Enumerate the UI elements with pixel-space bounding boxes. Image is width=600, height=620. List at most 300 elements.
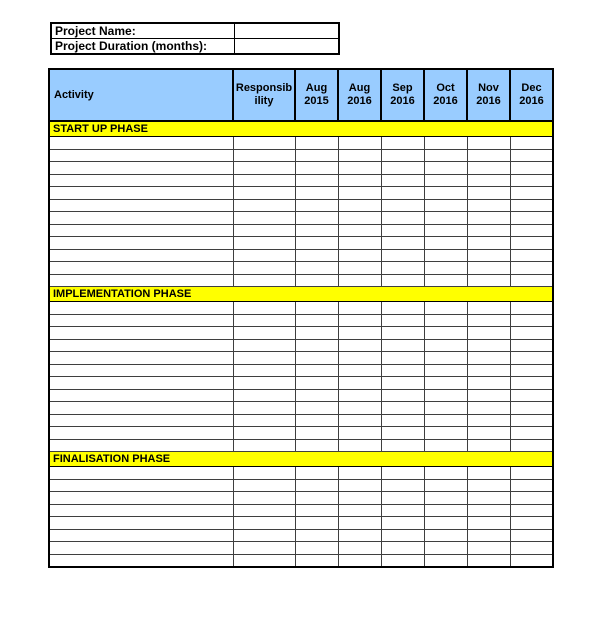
empty-activity-row: [49, 314, 553, 327]
empty-cell[interactable]: [233, 262, 295, 275]
empty-cell[interactable]: [424, 439, 467, 452]
empty-cell[interactable]: [295, 137, 338, 150]
empty-activity-row: [49, 467, 553, 480]
empty-cell[interactable]: [49, 212, 233, 225]
empty-cell[interactable]: [233, 249, 295, 262]
empty-cell[interactable]: [295, 224, 338, 237]
empty-cell[interactable]: [510, 542, 553, 555]
empty-cell[interactable]: [233, 402, 295, 415]
empty-activity-row: [49, 237, 553, 250]
empty-activity-row: [49, 364, 553, 377]
empty-cell[interactable]: [467, 212, 510, 225]
empty-cell[interactable]: [381, 554, 424, 567]
empty-cell[interactable]: [510, 439, 553, 452]
empty-activity-row: [49, 352, 553, 365]
empty-cell[interactable]: [295, 187, 338, 200]
empty-cell[interactable]: [381, 199, 424, 212]
empty-cell[interactable]: [49, 187, 233, 200]
empty-cell[interactable]: [467, 149, 510, 162]
plan-header-row: [49, 69, 553, 121]
empty-cell[interactable]: [49, 427, 233, 440]
empty-cell[interactable]: [510, 389, 553, 402]
empty-cell[interactable]: [381, 187, 424, 200]
empty-cell[interactable]: [381, 352, 424, 365]
empty-cell[interactable]: [338, 492, 381, 505]
empty-cell[interactable]: [467, 529, 510, 542]
empty-cell[interactable]: [510, 529, 553, 542]
empty-cell[interactable]: [49, 302, 233, 315]
empty-cell[interactable]: [424, 262, 467, 275]
empty-cell[interactable]: [295, 492, 338, 505]
empty-cell[interactable]: [295, 274, 338, 287]
empty-cell[interactable]: [49, 414, 233, 427]
empty-activity-row: [49, 439, 553, 452]
empty-cell[interactable]: [49, 199, 233, 212]
column-header-month-3: Sep 2016: [381, 69, 424, 121]
empty-cell[interactable]: [295, 439, 338, 452]
empty-cell[interactable]: [424, 339, 467, 352]
empty-cell[interactable]: [233, 224, 295, 237]
empty-cell[interactable]: [381, 542, 424, 555]
empty-cell[interactable]: [424, 249, 467, 262]
empty-activity-row: [49, 402, 553, 415]
empty-cell[interactable]: [233, 492, 295, 505]
empty-cell[interactable]: [381, 174, 424, 187]
empty-cell[interactable]: [295, 302, 338, 315]
column-header-responsibility: Responsibility: [233, 69, 295, 121]
empty-cell[interactable]: [49, 517, 233, 530]
empty-cell[interactable]: [233, 187, 295, 200]
empty-cell[interactable]: [338, 199, 381, 212]
empty-cell[interactable]: [295, 199, 338, 212]
empty-cell[interactable]: [49, 402, 233, 415]
empty-cell[interactable]: [467, 352, 510, 365]
empty-cell[interactable]: [424, 327, 467, 340]
empty-cell[interactable]: [424, 402, 467, 415]
empty-cell[interactable]: [510, 327, 553, 340]
empty-cell[interactable]: [338, 314, 381, 327]
empty-cell[interactable]: [381, 402, 424, 415]
empty-cell[interactable]: [338, 302, 381, 315]
empty-cell[interactable]: [49, 174, 233, 187]
empty-cell[interactable]: [49, 149, 233, 162]
empty-cell[interactable]: [338, 389, 381, 402]
empty-cell[interactable]: [467, 199, 510, 212]
project-name-label: Project Name:: [51, 23, 235, 39]
empty-cell[interactable]: [424, 427, 467, 440]
empty-cell[interactable]: [424, 162, 467, 175]
empty-cell[interactable]: [295, 402, 338, 415]
empty-cell[interactable]: [338, 414, 381, 427]
empty-cell[interactable]: [49, 137, 233, 150]
column-header-month-6: Dec 2016: [510, 69, 553, 121]
empty-cell[interactable]: [233, 149, 295, 162]
empty-cell[interactable]: [510, 352, 553, 365]
empty-cell[interactable]: [467, 467, 510, 480]
empty-cell[interactable]: [49, 224, 233, 237]
empty-cell[interactable]: [233, 199, 295, 212]
empty-cell[interactable]: [49, 542, 233, 555]
empty-cell[interactable]: [295, 364, 338, 377]
empty-cell[interactable]: [424, 492, 467, 505]
empty-cell[interactable]: [467, 427, 510, 440]
empty-activity-row: [49, 427, 553, 440]
empty-cell[interactable]: [381, 492, 424, 505]
empty-cell[interactable]: [381, 137, 424, 150]
empty-cell[interactable]: [510, 339, 553, 352]
empty-cell[interactable]: [49, 162, 233, 175]
empty-cell[interactable]: [49, 262, 233, 275]
empty-cell[interactable]: [467, 274, 510, 287]
empty-cell[interactable]: [467, 517, 510, 530]
empty-cell[interactable]: [338, 187, 381, 200]
empty-cell[interactable]: [381, 339, 424, 352]
empty-cell[interactable]: [295, 149, 338, 162]
empty-cell[interactable]: [467, 542, 510, 555]
empty-cell[interactable]: [510, 479, 553, 492]
empty-cell[interactable]: [467, 174, 510, 187]
project-duration-value-cell[interactable]: [235, 39, 340, 55]
empty-cell[interactable]: [381, 467, 424, 480]
empty-cell[interactable]: [338, 162, 381, 175]
empty-cell[interactable]: [510, 504, 553, 517]
empty-cell[interactable]: [338, 274, 381, 287]
empty-activity-row: [49, 377, 553, 390]
empty-cell[interactable]: [295, 504, 338, 517]
empty-cell[interactable]: [49, 529, 233, 542]
empty-cell[interactable]: [233, 414, 295, 427]
empty-cell[interactable]: [233, 137, 295, 150]
empty-activity-row: [49, 174, 553, 187]
empty-cell[interactable]: [233, 162, 295, 175]
empty-activity-row: [49, 542, 553, 555]
empty-cell[interactable]: [510, 414, 553, 427]
project-duration-label: Project Duration (months):: [51, 39, 235, 55]
empty-cell[interactable]: [381, 504, 424, 517]
empty-cell[interactable]: [233, 517, 295, 530]
empty-cell[interactable]: [49, 314, 233, 327]
empty-cell[interactable]: [295, 517, 338, 530]
empty-cell[interactable]: [233, 274, 295, 287]
empty-cell[interactable]: [424, 389, 467, 402]
empty-activity-row: [49, 492, 553, 505]
empty-cell[interactable]: [338, 479, 381, 492]
phase-label-finalisation-phase: FINALISATION PHASE: [49, 452, 553, 467]
empty-cell[interactable]: [510, 364, 553, 377]
empty-cell[interactable]: [338, 517, 381, 530]
empty-cell[interactable]: [49, 352, 233, 365]
empty-activity-row: [49, 479, 553, 492]
empty-cell[interactable]: [467, 162, 510, 175]
empty-cell[interactable]: [467, 479, 510, 492]
empty-cell[interactable]: [467, 492, 510, 505]
empty-cell[interactable]: [233, 467, 295, 480]
empty-cell[interactable]: [233, 377, 295, 390]
empty-activity-row: [49, 339, 553, 352]
empty-cell[interactable]: [233, 542, 295, 555]
empty-cell[interactable]: [49, 554, 233, 567]
empty-cell[interactable]: [49, 377, 233, 390]
empty-cell[interactable]: [381, 274, 424, 287]
empty-cell[interactable]: [49, 274, 233, 287]
empty-cell[interactable]: [424, 352, 467, 365]
empty-cell[interactable]: [338, 439, 381, 452]
empty-cell[interactable]: [424, 302, 467, 315]
empty-cell[interactable]: [233, 174, 295, 187]
empty-cell[interactable]: [424, 274, 467, 287]
empty-cell[interactable]: [510, 402, 553, 415]
empty-cell[interactable]: [381, 212, 424, 225]
empty-cell[interactable]: [338, 224, 381, 237]
empty-cell[interactable]: [381, 237, 424, 250]
empty-cell[interactable]: [338, 554, 381, 567]
empty-cell[interactable]: [233, 439, 295, 452]
empty-cell[interactable]: [338, 149, 381, 162]
empty-cell[interactable]: [233, 479, 295, 492]
empty-cell[interactable]: [424, 554, 467, 567]
empty-cell[interactable]: [381, 377, 424, 390]
empty-cell[interactable]: [510, 427, 553, 440]
empty-cell[interactable]: [381, 479, 424, 492]
empty-cell[interactable]: [381, 149, 424, 162]
empty-cell[interactable]: [381, 517, 424, 530]
empty-cell[interactable]: [510, 492, 553, 505]
empty-cell[interactable]: [467, 402, 510, 415]
empty-cell[interactable]: [467, 339, 510, 352]
empty-cell[interactable]: [424, 174, 467, 187]
empty-cell[interactable]: [381, 262, 424, 275]
project-name-row: [51, 23, 339, 39]
empty-cell[interactable]: [424, 504, 467, 517]
empty-cell[interactable]: [467, 302, 510, 315]
phase-label-start-up-phase: START UP PHASE: [49, 121, 553, 137]
empty-cell[interactable]: [424, 149, 467, 162]
empty-cell[interactable]: [467, 389, 510, 402]
empty-cell[interactable]: [338, 262, 381, 275]
empty-activity-row: [49, 162, 553, 175]
empty-cell[interactable]: [424, 529, 467, 542]
empty-cell[interactable]: [510, 224, 553, 237]
empty-cell[interactable]: [338, 137, 381, 150]
empty-cell[interactable]: [467, 554, 510, 567]
empty-cell[interactable]: [510, 554, 553, 567]
empty-cell[interactable]: [295, 479, 338, 492]
empty-cell[interactable]: [467, 314, 510, 327]
empty-cell[interactable]: [295, 174, 338, 187]
empty-cell[interactable]: [295, 427, 338, 440]
empty-cell[interactable]: [233, 237, 295, 250]
empty-cell[interactable]: [467, 414, 510, 427]
empty-cell[interactable]: [510, 149, 553, 162]
empty-activity-row: [49, 389, 553, 402]
empty-cell[interactable]: [338, 364, 381, 377]
empty-cell[interactable]: [338, 339, 381, 352]
empty-cell[interactable]: [295, 262, 338, 275]
empty-cell[interactable]: [49, 467, 233, 480]
empty-activity-row: [49, 249, 553, 262]
empty-cell[interactable]: [510, 377, 553, 390]
empty-cell[interactable]: [510, 314, 553, 327]
empty-cell[interactable]: [295, 339, 338, 352]
empty-cell[interactable]: [510, 467, 553, 480]
phase-label-implementation-phase: IMPLEMENTATION PHASE: [49, 287, 553, 302]
empty-cell[interactable]: [510, 249, 553, 262]
empty-activity-row: [49, 414, 553, 427]
empty-cell[interactable]: [49, 479, 233, 492]
project-name-value-cell[interactable]: [235, 23, 340, 39]
empty-cell[interactable]: [467, 439, 510, 452]
empty-cell[interactable]: [424, 479, 467, 492]
empty-cell[interactable]: [338, 467, 381, 480]
empty-cell[interactable]: [49, 389, 233, 402]
empty-cell[interactable]: [510, 262, 553, 275]
empty-cell[interactable]: [49, 364, 233, 377]
empty-cell[interactable]: [295, 162, 338, 175]
column-header-month-5: Nov 2016: [467, 69, 510, 121]
phase-row-implementation-phase: [49, 287, 553, 302]
empty-cell[interactable]: [338, 377, 381, 390]
empty-cell[interactable]: [424, 237, 467, 250]
empty-cell[interactable]: [233, 339, 295, 352]
empty-cell[interactable]: [233, 504, 295, 517]
empty-cell[interactable]: [381, 529, 424, 542]
empty-cell[interactable]: [510, 187, 553, 200]
empty-cell[interactable]: [338, 327, 381, 340]
empty-cell[interactable]: [295, 554, 338, 567]
empty-cell[interactable]: [381, 327, 424, 340]
empty-cell[interactable]: [381, 427, 424, 440]
empty-cell[interactable]: [233, 302, 295, 315]
empty-cell[interactable]: [424, 224, 467, 237]
empty-activity-row: [49, 327, 553, 340]
empty-cell[interactable]: [338, 427, 381, 440]
empty-cell[interactable]: [381, 414, 424, 427]
empty-cell[interactable]: [49, 237, 233, 250]
empty-cell[interactable]: [424, 137, 467, 150]
empty-cell[interactable]: [295, 377, 338, 390]
empty-cell[interactable]: [510, 137, 553, 150]
phase-row-finalisation-phase: [49, 452, 553, 467]
empty-cell[interactable]: [424, 199, 467, 212]
empty-cell[interactable]: [338, 249, 381, 262]
empty-activity-row: [49, 504, 553, 517]
empty-cell[interactable]: [295, 249, 338, 262]
empty-cell[interactable]: [338, 504, 381, 517]
empty-activity-row: [49, 212, 553, 225]
empty-cell[interactable]: [49, 339, 233, 352]
empty-cell[interactable]: [381, 162, 424, 175]
empty-cell[interactable]: [467, 224, 510, 237]
empty-cell[interactable]: [233, 352, 295, 365]
empty-cell[interactable]: [424, 187, 467, 200]
empty-cell[interactable]: [510, 237, 553, 250]
column-header-month-1: Aug 2015: [295, 69, 338, 121]
project-info-table: [50, 22, 340, 55]
empty-cell[interactable]: [424, 467, 467, 480]
empty-cell[interactable]: [338, 352, 381, 365]
empty-cell[interactable]: [424, 364, 467, 377]
empty-activity-row: [49, 187, 553, 200]
empty-cell[interactable]: [338, 174, 381, 187]
empty-activity-row: [49, 274, 553, 287]
empty-cell[interactable]: [233, 212, 295, 225]
empty-cell[interactable]: [381, 224, 424, 237]
empty-cell[interactable]: [49, 327, 233, 340]
empty-cell[interactable]: [510, 517, 553, 530]
empty-cell[interactable]: [510, 212, 553, 225]
empty-cell[interactable]: [233, 529, 295, 542]
empty-cell[interactable]: [467, 137, 510, 150]
empty-cell[interactable]: [467, 504, 510, 517]
empty-cell[interactable]: [510, 174, 553, 187]
empty-cell[interactable]: [381, 249, 424, 262]
empty-cell[interactable]: [49, 439, 233, 452]
empty-cell[interactable]: [338, 237, 381, 250]
empty-cell[interactable]: [338, 402, 381, 415]
empty-cell[interactable]: [424, 212, 467, 225]
empty-cell[interactable]: [295, 314, 338, 327]
empty-cell[interactable]: [424, 314, 467, 327]
empty-cell[interactable]: [295, 389, 338, 402]
column-header-month-2: Aug 2016: [338, 69, 381, 121]
column-header-activity: Activity: [49, 69, 233, 121]
empty-cell[interactable]: [424, 377, 467, 390]
empty-cell[interactable]: [381, 364, 424, 377]
empty-cell[interactable]: [467, 187, 510, 200]
empty-cell[interactable]: [338, 212, 381, 225]
empty-cell[interactable]: [424, 414, 467, 427]
empty-cell[interactable]: [510, 302, 553, 315]
empty-cell[interactable]: [381, 314, 424, 327]
empty-cell[interactable]: [510, 199, 553, 212]
empty-cell[interactable]: [381, 389, 424, 402]
empty-cell[interactable]: [295, 212, 338, 225]
empty-cell[interactable]: [467, 377, 510, 390]
empty-cell[interactable]: [233, 427, 295, 440]
empty-cell[interactable]: [424, 517, 467, 530]
empty-cell[interactable]: [510, 274, 553, 287]
empty-cell[interactable]: [233, 327, 295, 340]
empty-cell[interactable]: [381, 439, 424, 452]
empty-activity-row: [49, 529, 553, 542]
empty-cell[interactable]: [49, 249, 233, 262]
project-duration-row: [51, 39, 339, 55]
empty-cell[interactable]: [467, 364, 510, 377]
empty-cell[interactable]: [295, 327, 338, 340]
empty-cell[interactable]: [467, 327, 510, 340]
empty-cell[interactable]: [338, 529, 381, 542]
empty-cell[interactable]: [295, 352, 338, 365]
empty-cell[interactable]: [295, 542, 338, 555]
empty-cell[interactable]: [233, 364, 295, 377]
empty-cell[interactable]: [49, 492, 233, 505]
empty-cell[interactable]: [381, 302, 424, 315]
empty-cell[interactable]: [295, 237, 338, 250]
empty-cell[interactable]: [49, 504, 233, 517]
empty-cell[interactable]: [467, 249, 510, 262]
empty-cell[interactable]: [233, 554, 295, 567]
empty-cell[interactable]: [338, 542, 381, 555]
empty-cell[interactable]: [295, 529, 338, 542]
empty-cell[interactable]: [233, 314, 295, 327]
empty-cell[interactable]: [233, 389, 295, 402]
empty-cell[interactable]: [295, 414, 338, 427]
empty-cell[interactable]: [467, 237, 510, 250]
empty-cell[interactable]: [424, 542, 467, 555]
empty-cell[interactable]: [295, 467, 338, 480]
empty-cell[interactable]: [510, 162, 553, 175]
empty-cell[interactable]: [467, 262, 510, 275]
